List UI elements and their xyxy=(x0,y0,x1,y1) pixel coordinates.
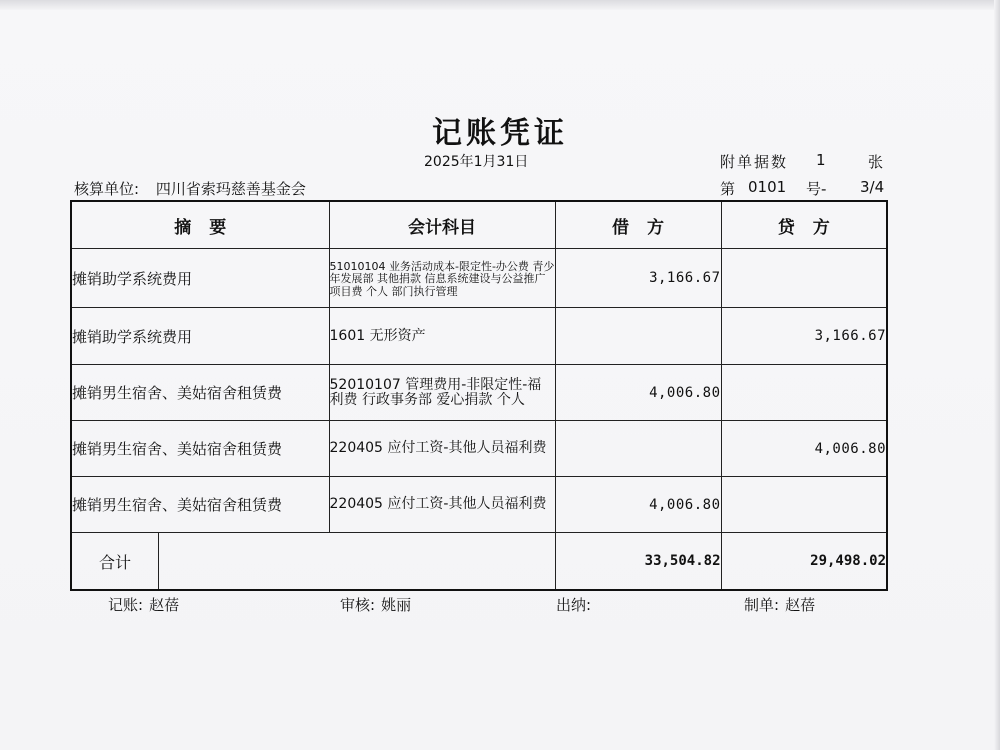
row-credit: 3,166.67 xyxy=(721,308,887,365)
signature-preparer: 制单: 赵蓓 xyxy=(744,596,816,614)
row-summary: 摊销助学系统费用 xyxy=(71,308,329,365)
row-account: 51010104 业务活动成本-限定性-办公费 青少年发展部 其他捐款 信息系统建设与公益推广 项目费 个人 部门执行管理 xyxy=(329,249,555,308)
total-label-cell xyxy=(71,533,555,591)
row-account: 220405 应付工资-其他人员福利费 xyxy=(329,477,555,533)
table-row xyxy=(71,421,887,477)
attachment-number: 1 xyxy=(816,151,826,169)
header-summary: 摘要 xyxy=(71,201,329,249)
accounting-unit-name: 四川省索玛慈善基金会 xyxy=(155,180,306,198)
row-debit xyxy=(555,308,721,365)
row-summary: 摊销男生宿舍、美姑宿舍租赁费 xyxy=(71,421,329,477)
voucher-title: 记账凭证 xyxy=(432,116,568,151)
total-credit: 29,498.02 xyxy=(721,533,887,591)
voucher-page: 3/4 xyxy=(860,178,885,196)
row-summary: 摊销助学系统费用 xyxy=(71,249,329,308)
row-credit xyxy=(721,477,887,533)
voucher-date: 2025年1月31日 xyxy=(424,154,529,170)
accounting-unit-label: 核算单位: xyxy=(74,180,140,198)
row-account: 52010107 管理费用-非限定性-福利费 行政事务部 爱心捐款 个人 xyxy=(329,365,555,421)
voucher-number-prefix: 第 xyxy=(720,180,736,198)
accounting-unit xyxy=(74,178,306,199)
row-summary: 摊销男生宿舍、美姑宿舍租赁费 xyxy=(71,477,329,533)
row-debit: 3,166.67 xyxy=(555,249,721,308)
attachment-label: 附单据数 xyxy=(720,153,789,171)
row-account: 220405 应付工资-其他人员福利费 xyxy=(329,421,555,477)
row-credit xyxy=(721,365,887,421)
row-debit: 4,006.80 xyxy=(555,365,721,421)
signature-reviewer: 审核: 姚丽 xyxy=(340,596,412,614)
header-account: 会计科目 xyxy=(329,201,555,249)
row-summary: 摊销男生宿舍、美姑宿舍租赁费 xyxy=(71,365,329,421)
row-account: 1601 无形资产 xyxy=(329,308,555,365)
voucher-table xyxy=(70,200,888,591)
voucher-number-code: 0101 xyxy=(748,178,787,196)
table-row xyxy=(71,477,887,533)
row-credit xyxy=(721,249,887,308)
attachment-unit: 张 xyxy=(868,153,884,171)
table-row xyxy=(71,308,887,365)
table-row xyxy=(71,249,887,308)
voucher-number-suffix: 号- xyxy=(806,180,827,198)
signature-cashier: 出纳: xyxy=(556,596,592,614)
table-row xyxy=(71,365,887,421)
total-label: 合计 xyxy=(72,533,159,589)
row-debit xyxy=(555,421,721,477)
total-blank xyxy=(159,533,555,589)
row-credit: 4,006.80 xyxy=(721,421,887,477)
scan-edge-top xyxy=(0,0,1000,10)
signature-bookkeeper: 记账: 赵蓓 xyxy=(108,596,180,614)
attachment-count xyxy=(720,151,884,172)
header-credit: 贷方 xyxy=(721,201,887,249)
header-debit: 借方 xyxy=(555,201,721,249)
total-debit: 33,504.82 xyxy=(555,533,721,591)
row-debit: 4,006.80 xyxy=(555,477,721,533)
total-row xyxy=(71,533,887,591)
